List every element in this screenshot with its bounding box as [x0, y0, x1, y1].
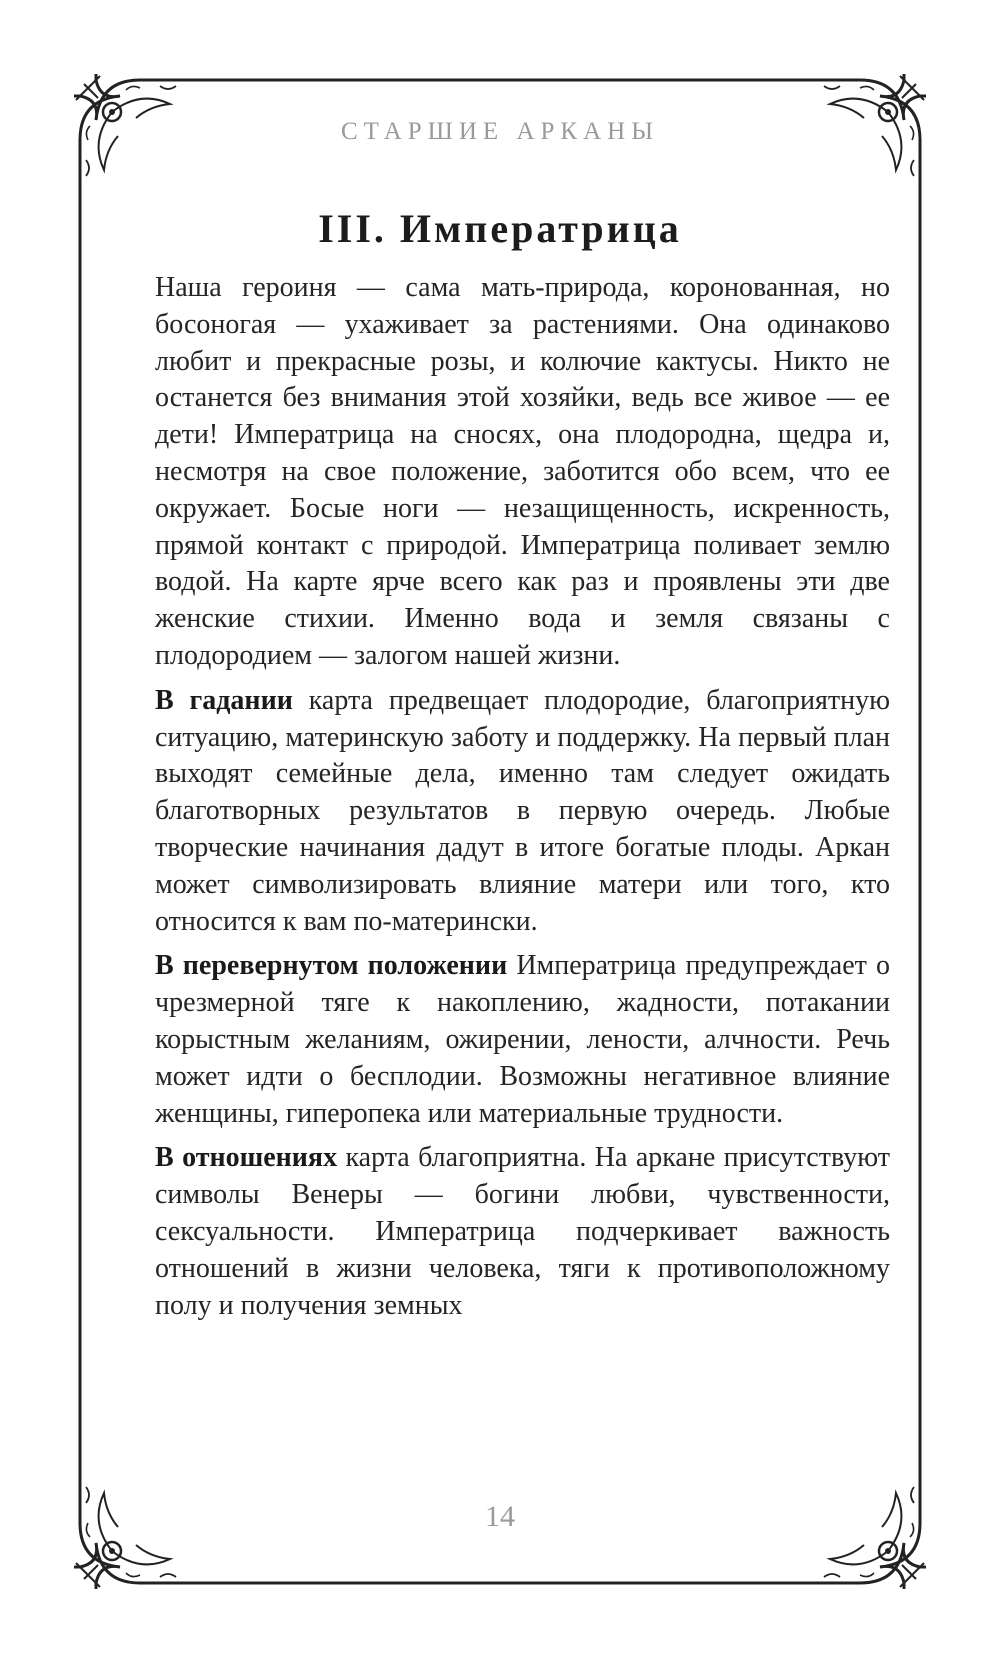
corner-ornament-bottom-right	[820, 1483, 926, 1589]
paragraph-text: Наша героиня — сама мать-природа, коронованная, но босоногая — ухаживает за растениями. Она одинаково любит и прекрасные розы, и колючие кактусы. Никто не останется без внимания этой хозяйки, ведь все живое — ее дети! Императрица на сносях, она плодородна, щедра и, несмотря на свое положение, заботится обо всем, что ее окружает. Босые ноги — незащищенность, искренность, прямой контакт с природой. Императрица поливает землю водой. На карте ярче всего как раз и проявлены эти две женские стихии. Именно вода и земля связаны с плодородием — залогом нашей жизни.	[155, 272, 890, 671]
corner-ornament-bottom-left	[74, 1483, 180, 1589]
body-text	[155, 270, 890, 1332]
running-head: СТАРШИЕ АРКАНЫ	[341, 118, 659, 145]
paragraph-lead: В гадании	[155, 684, 293, 716]
paragraph-text: карта благоприятна. На аркане присутствуют символы Венеры — богини любви, чувственности, сексуальности. Императрица подчеркивает важность отношений в жизни человека, тяги к противоположному полу и получения земных	[155, 1142, 890, 1321]
paragraph-text: Императрица предупреждает о чрезмерной тяге к накоплению, жадности, потакании корыстным желаниям, ожирении, лености, алчности. Речь может идти о бесплодии. Возможны негативное влияние женщины, гиперопека или материальные трудности.	[155, 950, 890, 1129]
paragraph-relationships	[155, 1140, 890, 1324]
chapter-title: III. Императрица	[318, 206, 682, 251]
page-number: 14	[485, 1500, 515, 1533]
paragraph-lead: В отношениях	[155, 1142, 338, 1174]
paragraph-divination	[155, 683, 890, 941]
paragraph-lead: В перевернутом положении	[155, 950, 508, 982]
paragraph-reversed	[155, 948, 890, 1132]
paragraph-text: карта предвещает плодородие, благоприятную ситуацию, материнскую заботу и поддержку. На первый план выходят семейные дела, именно там следует ожидать благотворных результатов в первую очередь. Любые творческие начинания дадут в итоге богатые плоды. Аркан может символизировать влияние матери или того, кто относится к вам по-матерински.	[155, 684, 891, 937]
paragraph-intro	[155, 270, 890, 675]
